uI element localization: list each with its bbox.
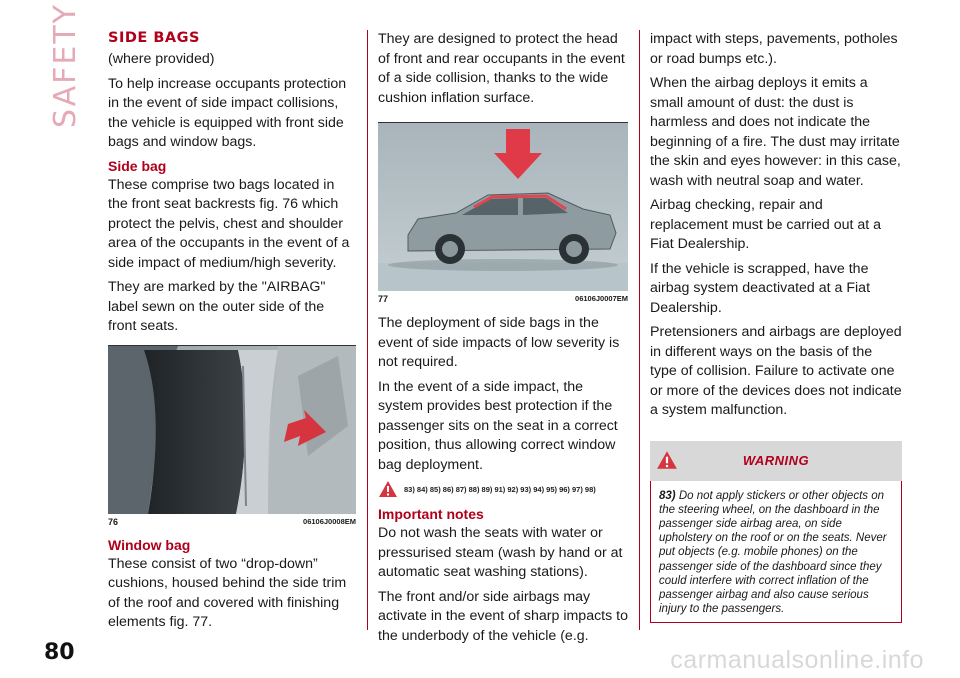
- reference-list: 83) 84) 85) 86) 87) 88) 89) 91) 92) 93) 94) 95) 96) 97) 98): [404, 484, 596, 494]
- side-bag-heading: Side bag: [108, 157, 167, 174]
- figure-77: [378, 122, 628, 304]
- paragraph: Pretensioners and airbags are deployed in different ways on the basis of the type of collision. Failure to activate one or more of the devices does not indicate a system malfunction.: [650, 324, 902, 418]
- paragraph: They are designed to protect the head of front and rear occupants in the event of a side collision, thanks to the wide cushion inflation surface.: [378, 31, 625, 106]
- figure-76: [108, 345, 356, 527]
- column-2: [378, 30, 628, 651]
- warning-header: [650, 441, 902, 481]
- page-number: 80: [44, 640, 75, 665]
- car-window-bag-illustration: [378, 122, 628, 291]
- paragraph: Do not wash the seats with water or pressurised steam (wash by hand or at automatic seat washing stations).: [378, 525, 623, 580]
- figure-code: 06106J0008EM: [303, 516, 356, 526]
- window-bag-heading: Window bag: [108, 536, 191, 553]
- paragraph: The deployment of side bags in the event of side impacts of low severity is not required.: [378, 315, 620, 370]
- column-divider: [639, 30, 640, 630]
- paragraph: (where provided): [108, 51, 215, 67]
- warning-text: Do not apply stickers or other objects on the steering wheel, on the dashboard in the passenger side airbag area, on side upholstery on the roof or on the seats. Never put objects (e.g. mobile phones) on the passenger side of the dashboard since they could interfere with correct inflation of the passenger airbag and also cause serious injury to the passengers.: [659, 489, 887, 616]
- figure-number: 77: [378, 294, 389, 304]
- paragraph: When the airbag deploys it emits a small amount of dust: the dust is harmless and does not indicate the beginning of a fire. The dust may irritate the skin and eyes however: in this case, wash with neutral soap and water.: [650, 75, 901, 189]
- warning-triangle-icon: [656, 449, 678, 471]
- paragraph: If the vehicle is scrapped, have the airbag system deactivated at a Fiat Dealership.: [650, 260, 871, 316]
- figure-caption: [108, 517, 356, 527]
- section-title: SIDE BAGS: [108, 30, 200, 46]
- warning-title: WARNING: [742, 453, 810, 468]
- column-3: [650, 30, 902, 623]
- watermark: carmanualsonline.info: [670, 646, 924, 674]
- figure-caption: [378, 294, 628, 304]
- figure-code: 06106J0007EM: [575, 294, 628, 303]
- warning-triangle-icon: [378, 480, 398, 498]
- paragraph: In the event of a side impact, the system provides best protection if the passenger sits on the seat in a correct position, thus allowing correct window bag deployment.: [378, 378, 618, 473]
- column-1: [108, 30, 356, 638]
- paragraph: They are marked by the "AIRBAG" label sewn on the outer side of the front seats.: [108, 279, 326, 334]
- figure-number: 76: [108, 516, 119, 527]
- car-illustration-svg: [378, 123, 628, 291]
- paragraph: These comprise two bags located in the front seat backrests fig. 76 which protect the pelvis, chest and shoulder area of the occupants in the event of a side impact of medium/high severity.: [108, 176, 350, 271]
- paragraph: impact with steps, pavements, potholes or road bumps etc.).: [650, 31, 898, 67]
- seat-illustration-svg: [108, 346, 356, 514]
- paragraph: Airbag checking, repair and replacement must be carried out at a Fiat Dealership.: [650, 197, 882, 252]
- seat-side-bag-illustration: [108, 345, 356, 514]
- paragraph: To help increase occupants protection in the event of side impact collisions, the vehicle is equipped with front side bags and window bags.: [108, 75, 347, 150]
- warning-references: [378, 480, 628, 498]
- important-notes-heading: Important notes: [378, 506, 484, 522]
- warning-body: [650, 481, 902, 624]
- paragraph: The front and/or side airbags may activate in the event of sharp impacts to the underbody of the vehicle (e.g.: [378, 588, 628, 644]
- section-side-label: SAFETY: [48, 3, 83, 128]
- warning-ref: 83): [659, 489, 676, 502]
- column-divider: [367, 30, 368, 630]
- paragraph: These consist of two “drop-down” cushions, housed behind the side trim of the roof and covered with finishing elements fig. 77.: [108, 555, 347, 630]
